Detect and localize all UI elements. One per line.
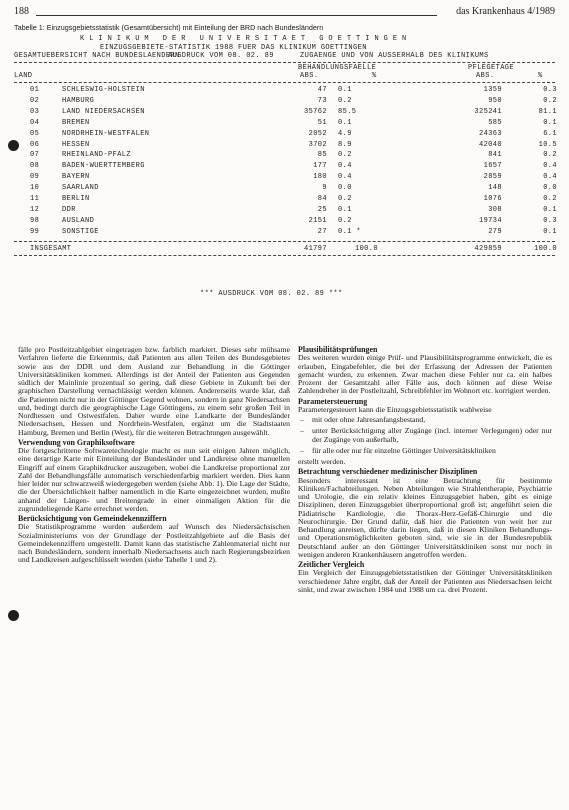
row-faelle-pct: 0.4 (338, 162, 352, 171)
section-heading: Zeitlicher Vergleich (298, 560, 365, 569)
row-tage-abs: 585 (488, 118, 502, 127)
paragraph: fälle pro Postleitzahlgebiet eingetragen bzw. farblich markiert. Dieses sehr mühsame Verfahren lieferte die Erkenntnis, daß Patienten aus allen Teilen des Bundesgebietes sowie aus der DDR und dem Ausland zur Behandlung in die Göttinger Universitätskliniken kommen. Allerdings ist der Anteil der Patienten aus Gegenden südlich der Mainlinie prozentual so gering, daß diese Gebiete in Zukunft bei der graphischen Darstellung vernachlässigt werden können. Andererseits wurde klar, daß die Patienten nicht nur in der Göttinger Gegend wohnen, sondern in ganz Niedersachsen und, bedingt durch die geographische Lage Göttingens, zu einem sehr großen Teil in Nordhessen und Ostwestfalen. Daher wurde eine Landkarte der Bundesländer Niedersachsen, Hessen und Nordrhein-Westfalen, ergänzt um die Stadtstaaten Hamburg, Bremen und Berlin (West), für die weiteren Betrachtungen ausgewählt. (18, 345, 290, 437)
row-tage-pct: 0.2 (543, 151, 557, 160)
row-faelle-abs: 180 (313, 173, 327, 182)
section-heading: Betrachtung verschiedener medizinischer Disziplinen (298, 467, 478, 477)
row-faelle-abs: 177 (313, 162, 327, 171)
printout-rule (14, 82, 555, 83)
row-tage-abs: 19734 (478, 216, 502, 225)
row-tage-pct: 0.2 (543, 195, 557, 203)
option-list (298, 416, 552, 455)
row-code: 10 (30, 184, 40, 193)
row-tage-pct: 6.1 (543, 129, 557, 138)
row-faelle-pct: 0.1 (338, 118, 352, 127)
row-code: 12 (30, 205, 40, 214)
right-column (298, 346, 552, 594)
row-land-name: AUSLAND (62, 216, 95, 225)
row-faelle-pct: 0.4 (338, 173, 352, 182)
row-faelle-pct: 0.2 (338, 216, 352, 225)
row-faelle-abs: 9 (322, 184, 327, 193)
row-tage-abs: 24363 (478, 129, 502, 138)
row-code: 05 (30, 129, 40, 138)
printout-rule (14, 255, 555, 256)
row-faelle-abs: 2151 (308, 216, 327, 225)
row-faelle-pct: 0.2 (338, 151, 352, 160)
row-faelle-abs: 85 (317, 151, 327, 160)
paragraph: Des weiteren wurden einige Prüf- und Plausibilitätsprogramme entwickelt, die es erlauben, Eingabefehler, die bei der Erfassung der Adressen der Patienten gemacht wurden, zu erkennen. Zwar machen diese Fehler nur ca. ein halbes Prozent der Gesamtzahl aller Fälle aus, doch können auf diese Weise Zahlendreher in der Postleitzahl, Schreibfehler im Wohnort etc. korrigiert werden. (298, 353, 552, 396)
row-tage-abs: 279 (488, 227, 502, 236)
row-land-name: SCHLESWIG-HOLSTEIN (62, 86, 145, 94)
row-land-name: SAARLAND (62, 184, 99, 193)
row-land-name: NORDRHEIN-WESTFALEN (62, 129, 150, 138)
printout-date: AUSDRUCK VOM 08. 02. 89 (168, 52, 274, 60)
row-tage-pct: 81.1 (538, 107, 557, 116)
row-faelle-abs: 2052 (308, 129, 327, 138)
row-faelle-abs: 35762 (303, 107, 327, 116)
header-tage-pct: % (538, 72, 543, 80)
row-faelle-pct: 85.5 (338, 107, 357, 116)
printout-rule (14, 241, 555, 242)
total-faelle-pct: 100.0 (354, 245, 378, 253)
row-land-name: BERLIN (62, 195, 90, 203)
total-tage-pct: 100.0 (533, 245, 557, 253)
row-faelle-pct: 8.9 (338, 140, 352, 149)
header-rule (36, 15, 437, 16)
printout-rule (14, 62, 555, 63)
row-land-name: BADEN-WUERTTEMBERG (62, 162, 145, 171)
header-behandlungsfaelle: BEHANDLUNGSFAELLE (298, 64, 377, 72)
row-faelle-pct: 0.2 (338, 96, 352, 105)
printout-subtitle: EINZUGSGEBIETE-STATISTIK 1988 FUER DAS KLINIKUM GOETTINGEN (100, 44, 367, 52)
total-label: INSGESAMT (30, 245, 72, 253)
row-code: 98 (30, 216, 40, 225)
row-land-name: SONSTIGE (62, 227, 99, 236)
row-code: 11 (30, 195, 40, 203)
paragraph: Ein Vergleich der Einzugsgebietsstatistiken der Göttinger Universitätskliniken verschiedener Jahre ergibt, daß der Anteil der Patienten aus Niedersachsen leicht sinkt, und zwar zwischen 1984 und 1988 um ca. drei Prozent. (298, 568, 552, 594)
paragraph: Die Statistikprogramme wurden außerdem auf Wunsch des Niedersächsischen Sozialministeriums von der Grundlage der Postleitzahlgebiete auf die Basis der Gemeindekennziffern umgestellt. Damit kann das statistische Zahlenmaterial nicht nur nach Bundesländern, sondern innerhalb Niedersachsens auch nach Regierungsbezirken und Landkreisen aufgeschlüsselt werden (siehe Tabelle 1 und 2). (18, 522, 290, 565)
printout-footer: *** AUSDRUCK VOM 08. 02. 89 *** (200, 290, 343, 298)
row-tage-pct: 0.1 (543, 118, 557, 127)
row-tage-pct: 10.5 (538, 140, 557, 149)
section-heading: Parametersteuerung (298, 396, 368, 406)
row-land-name: HAMBURG (62, 96, 95, 105)
row-tage-abs: 1359 (483, 86, 502, 94)
paragraph: Die fortgeschrittene Softwaretechnologie macht es nun seit einigen Jahren möglich, eine derartige Karte mit Einteilung der Bundesländer und Landkreise ohne manuellen Eingriff auf einem Graphikdrucker auszugeben, wobei die Landkreise proportional zur Zahl der Behandlungsfälle automatisch verschiedenfarbig markiert werden. Dies kann hier leider nur schwarzweiß wiedergegeben werden (siehe Abb. 1). Die Lage der Städte, die der Übersichtlichkeit halber namentlich in die Karte eingezeichnet wurden, mußte anhand der Längen- und Breitengrade in einer einmaligen Aktion für die zugrundeliegende Karte errechnet werden. (18, 446, 290, 513)
row-faelle-abs: 73 (317, 96, 327, 105)
punch-hole-top (8, 140, 19, 151)
total-faelle-abs: 41797 (303, 245, 327, 253)
row-tage-pct: 0.1 (543, 227, 557, 236)
row-faelle-abs: 51 (317, 118, 327, 127)
row-tage-abs: 1657 (483, 162, 502, 171)
header-faelle-pct: % (372, 72, 377, 80)
row-tage-abs: 42040 (478, 140, 502, 149)
row-faelle-pct: 0.1 * (338, 227, 362, 236)
row-faelle-pct: 4.9 (338, 129, 352, 138)
row-code: 04 (30, 118, 40, 127)
row-tage-pct: 0.2 (543, 96, 557, 105)
row-land-name: BAYERN (62, 173, 90, 182)
header-pflegetage: PFLEGETAGE (468, 64, 515, 72)
row-tage-abs: 325241 (474, 107, 502, 116)
row-land-name: DDR (62, 205, 76, 214)
paragraph: erstellt werden. (298, 457, 346, 466)
page-number: 188 (14, 6, 29, 17)
row-code: 07 (30, 151, 40, 160)
row-faelle-pct: 0.2 (338, 195, 352, 203)
row-land-name: LAND NIEDERSACHSEN (62, 107, 145, 116)
row-tage-abs: 1076 (483, 195, 502, 203)
list-item: – mit oder ohne Jahresanfangsbestand, (298, 416, 552, 424)
row-tage-abs: 308 (488, 205, 502, 214)
row-code: 02 (30, 96, 40, 105)
left-column (18, 346, 290, 565)
list-item: – für alle oder nur für einzelne Göttinger Universitätskliniken (298, 447, 552, 455)
row-code: 01 (30, 86, 40, 94)
row-faelle-abs: 25 (317, 205, 327, 214)
row-faelle-abs: 47 (317, 86, 327, 94)
row-faelle-pct: 0.1 (338, 86, 352, 94)
running-header (14, 6, 555, 20)
row-tage-pct: 0.3 (543, 216, 557, 225)
row-faelle-abs: 27 (317, 227, 327, 236)
paragraph: Besonders interessant ist eine Betrachtung für bestimmte Kliniken/Fachabteilungen. Neben Abteilungen wie Strahlentherapie, Psychiatrie und Urologie, die ein relativ kleines Einzugsgebiet haben, gibt es einige Disziplinen, deren Einzugsgebiet überproportional groß ist; angeführt seien die Pädiatrische Kardiologie, die Thorax-Herz-Gefäß-Chirurgie und die Neurochirurgie. Der Grund dafür, daß hier die Patienten von weit her zur Behandlung anreisen, dürfte darin liegen, daß in diesen Kliniken Behandlungs- und Operationsmöglichkeiten geboten sind, wie sie in der Bundesrepublik Deutschland außer an den Göttinger Universitätskliniken sonst nur noch in wenigen anderen Krankenhäusern angetroffen werden. (298, 475, 552, 559)
row-faelle-abs: 84 (317, 195, 327, 203)
row-faelle-abs: 3702 (308, 140, 327, 149)
section-heading: Berücksichtigung von Gemeindekennziffern (18, 514, 167, 523)
header-faelle-abs: ABS. (300, 72, 319, 80)
row-faelle-pct: 0.1 (338, 205, 352, 214)
row-tage-abs: 2859 (483, 173, 502, 182)
table-caption: Tabelle 1: Einzugsgebietsstatistik (Gesamtübersicht) mit Einteilung der BRD nach Bundesländern (14, 23, 324, 32)
row-land-name: HESSEN (62, 140, 90, 149)
row-tage-abs: 148 (488, 184, 502, 193)
header-tage-abs: ABS. (476, 72, 495, 80)
total-tage-abs: 429859 (474, 245, 502, 253)
row-land-name: BREMEN (62, 118, 90, 127)
row-tage-abs: 841 (488, 151, 502, 160)
row-tage-pct: 0.1 (543, 205, 557, 214)
row-code: 06 (30, 140, 40, 149)
row-code: 99 (30, 227, 40, 236)
row-code: 03 (30, 107, 40, 116)
list-item: – unter Berücksichtigung aller Zugänge (incl. interner Verlegungen) oder nur der Zugänge von außerhalb, (298, 427, 552, 444)
row-land-name: RHEINLAND-PFALZ (62, 151, 132, 160)
row-faelle-pct: 0.0 (338, 184, 352, 193)
row-tage-abs: 950 (488, 96, 502, 105)
row-code: 08 (30, 162, 40, 171)
row-tage-pct: 0.4 (543, 162, 557, 171)
row-tage-pct: 0.0 (543, 184, 557, 193)
paragraph: Parametergesteuert kann die Einzugsgebietsstatistik wahlweise (298, 404, 492, 414)
punch-hole-bottom (8, 610, 19, 621)
printout-scope: ZUGAENGE UND VON AUSSERHALB DES KLINIKUMS (300, 52, 489, 60)
row-tage-pct: 0.4 (543, 173, 557, 182)
journal-title: das Krankenhaus 4/1989 (456, 6, 555, 17)
row-tage-pct: 0.3 (543, 86, 557, 94)
header-land: LAND (14, 72, 33, 80)
section-heading: Verwendung von Graphiksoftware (18, 437, 135, 447)
row-code: 09 (30, 173, 40, 182)
printout-title: K L I N I K U M D E R U N I V E R S I T A E T G O E T T I N G E N (80, 35, 407, 43)
section-heading: Plausibilitätsprüfungen (298, 345, 378, 354)
printout-report-type: GESAMTUEBERSICHT NACH BUNDESLAENDERN (14, 52, 180, 60)
